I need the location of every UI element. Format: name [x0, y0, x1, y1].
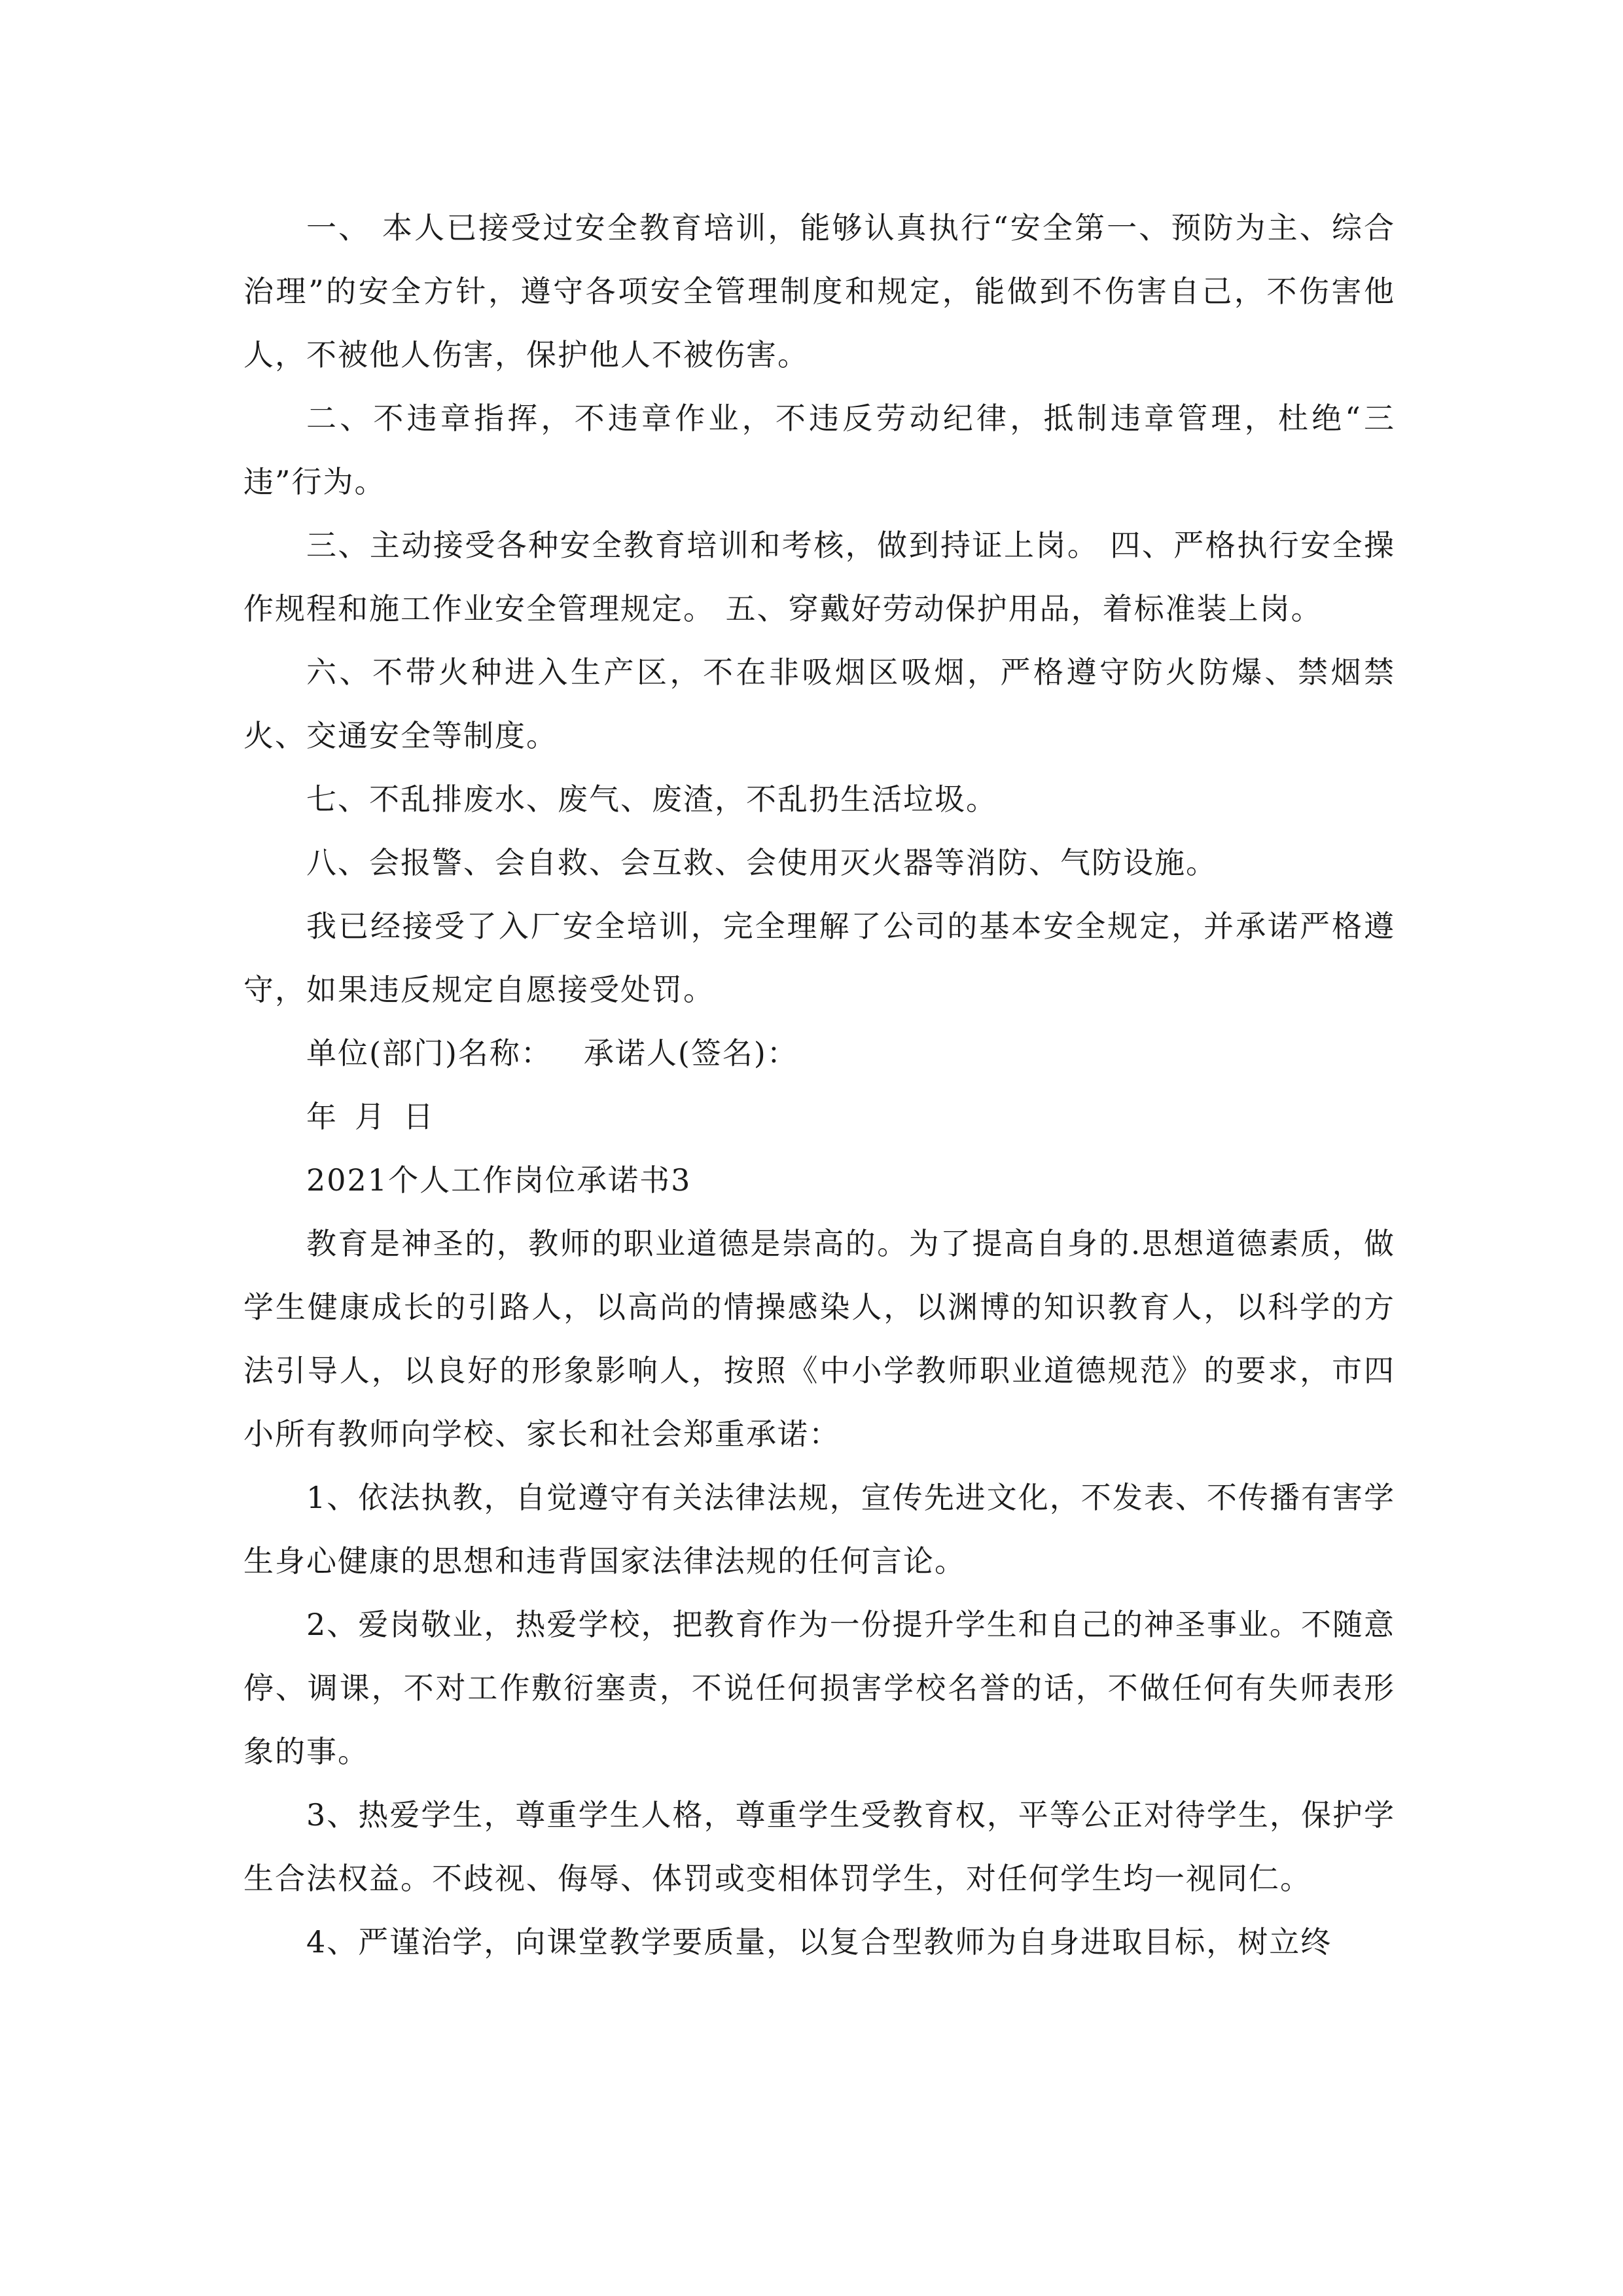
section2-item-1: 1、依法执教，自觉遵守有关法律法规，宣传先进文化，不发表、不传播有害学生身心健康的思想和违背国家法律法规的任何言论。	[243, 1480, 1395, 1579]
signature-line	[243, 1022, 1395, 1085]
section2-item-3: 3、热爱学生，尊重学生人格，尊重学生受教育权，平等公正对待学生，保护学生合法权益。不歧视、侮辱、体罚或变相体罚学生，对任何学生均一视同仁。	[243, 1797, 1395, 1896]
document-body	[243, 196, 1395, 1974]
paragraph-items-3-5: 三、主动接受各种安全教育培训和考核，做到持证上岗。 四、严格执行安全操作规程和施工作业安全管理规定。 五、穿戴好劳动保护用品，着标准装上岗。	[243, 528, 1395, 626]
paragraph-item-6: 六、不带火种进入生产区，不在非吸烟区吸烟，严格遵守防火防爆、禁烟禁火、交通安全等制度。	[243, 655, 1395, 753]
section2-item-4: 4、严谨治学，向课堂教学要质量，以复合型教师为自身进取目标，树立终	[306, 1924, 1332, 1960]
date-year: 年	[306, 1099, 338, 1134]
date-month: 月	[355, 1099, 386, 1134]
section-title: 2021个人工作岗位承诺书3	[306, 1162, 692, 1198]
unit-label: 单位(部门)名称：	[306, 1035, 552, 1071]
paragraph-item-2: 二、不违章指挥，不违章作业，不违反劳动纪律，抵制违章管理，杜绝“三违”行为。	[243, 401, 1395, 499]
paragraph-item-1: 一、 本人已接受过安全教育培训，能够认真执行“安全第一、预防为主、综合治理”的安全方针，遵守各项安全管理制度和规定，能做到不伤害自己，不伤害他人，不被他人伤害，保护他人不被伤害。	[243, 210, 1395, 372]
section2-intro: 教育是神圣的，教师的职业道德是崇高的。为了提高自身的.思想道德素质，做学生健康成长的引路人，以高尚的情操感染人，以渊博的知识教育人，以科学的方法引导人，以良好的形象影响人，按照《中小学教师职业道德规范》的要求，市四小所有教师向学校、家长和社会郑重承诺：	[243, 1226, 1395, 1452]
paragraph-declaration: 我已经接受了入厂安全培训，完全理解了公司的基本安全规定，并承诺严格遵守，如果违反规定自愿接受处罚。	[243, 908, 1395, 1007]
paragraph-item-7: 七、不乱排废水、废气、废渣，不乱扔生活垃圾。	[306, 781, 997, 817]
section2-item-2: 2、爱岗敬业，热爱学校，把教育作为一份提升学生和自己的神圣事业。不随意停、调课，不对工作敷衍塞责，不说任何损害学校名誉的话，不做任何有失师表形象的事。	[243, 1607, 1395, 1769]
promisor-label: 承诺人(签名)：	[583, 1035, 798, 1071]
date-line	[243, 1085, 1395, 1149]
paragraph-item-8: 八、会报警、会自救、会互救、会使用灭火器等消防、气防设施。	[306, 845, 1217, 880]
date-day: 日	[403, 1099, 435, 1134]
